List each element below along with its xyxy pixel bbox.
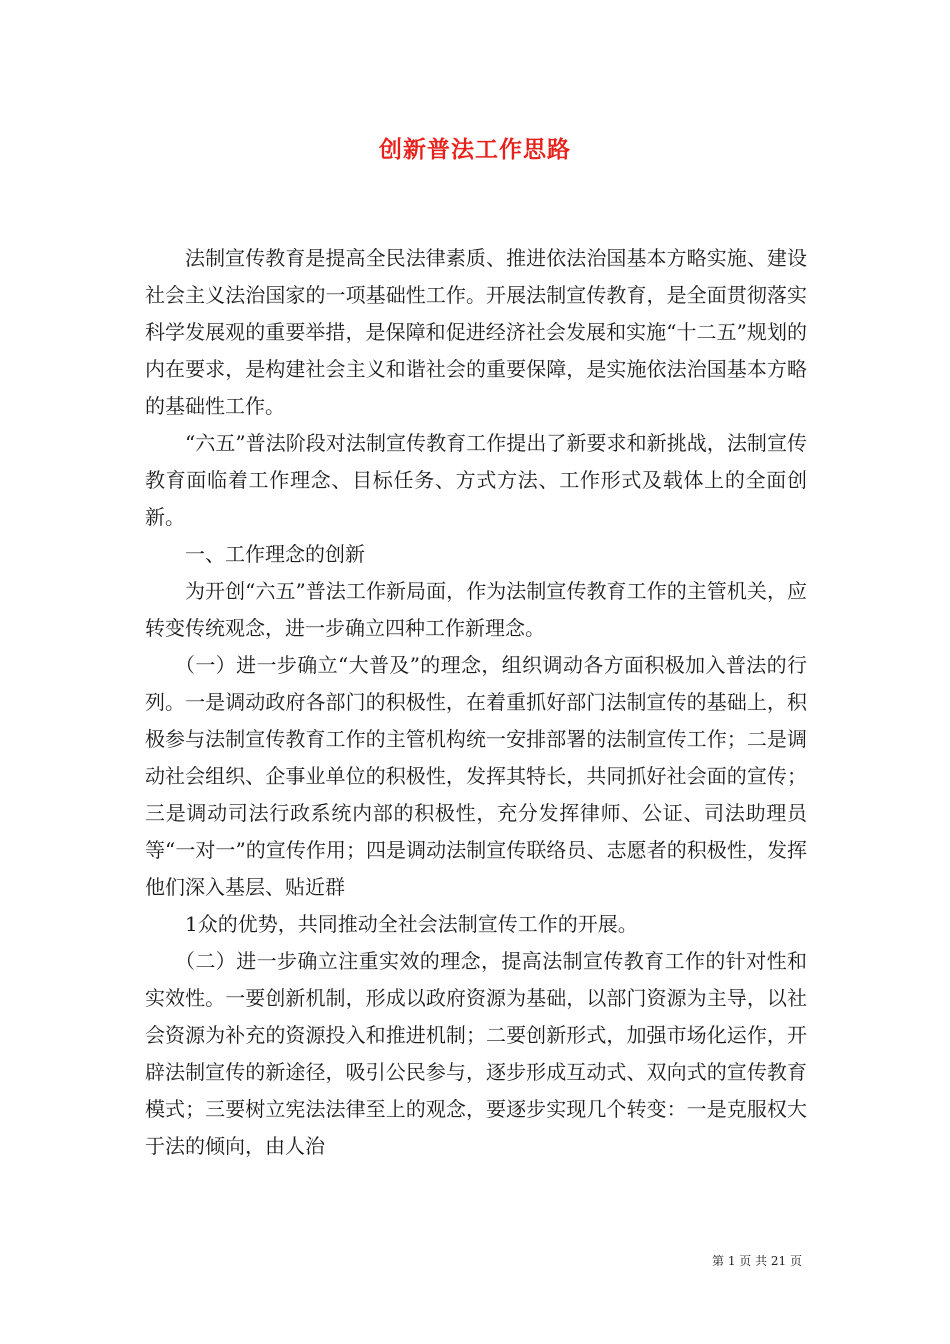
paragraph-item-two: （二）进一步确立注重实效的理念，提高法制宣传教育工作的针对性和实效性。一要创新机制，形成以政府资源为基础，以部门资源为主导，以社会资源为补充的资源投入和推进机制；二要创新形式，加强市场化运作，开辟法制宣传的新途径，吸引公民参与，逐步形成互动式、双向式的宣传教育模式；三要树立宪法法律至上的观念，要逐步实现几个转变：一是克服权大于法的倾向，由人治 [145, 949, 807, 1158]
paragraph-continuation: 1众的优势，共同推动全社会法制宣传工作的开展。 [185, 912, 638, 936]
paragraph-new-situation: 为开创“六五”普法工作新局面，作为法制宣传教育工作的主管机关，应转变传统观念，进一步确立四种工作新理念。 [145, 579, 807, 640]
document-body [145, 240, 807, 1165]
page-number: 第 1 页 共 21 页 [712, 1254, 802, 1268]
page-title: 创新普法工作思路 [379, 136, 571, 163]
paragraph-item-one: （一）进一步确立“大普及”的理念，组织调动各方面积极加入普法的行列。一是调动政府各部门的积极性，在着重抓好部门法制宣传的基础上，积极参与法制宣传教育工作的主管机构统一安排部署的法制宣传工作；二是调动社会组织、企事业单位的积极性，发挥其特长，共同抓好社会面的宣传；三是调动司法行政系统内部的积极性，充分发挥律师、公证、司法助理员等“一对一”的宣传作用；四是调动法制宣传联络员、志愿者的积极性，发挥他们深入基层、贴近群 [145, 653, 807, 899]
section-heading: 一、工作理念的创新 [185, 542, 365, 566]
paragraph-liuwu: “六五”普法阶段对法制宣传教育工作提出了新要求和新挑战，法制宣传教育面临着工作理念、目标任务、方式方法、工作形式及载体上的全面创新。 [145, 431, 807, 529]
paragraph-intro: 法制宣传教育是提高全民法律素质、推进依法治国基本方略实施、建设社会主义法治国家的一项基础性工作。开展法制宣传教育，是全面贯彻落实科学发展观的重要举措，是保障和促进经济社会发展和实施“十二五”规划的内在要求，是构建社会主义和谐社会的重要保障，是实施依法治国基本方略的基础性工作。 [145, 246, 807, 418]
